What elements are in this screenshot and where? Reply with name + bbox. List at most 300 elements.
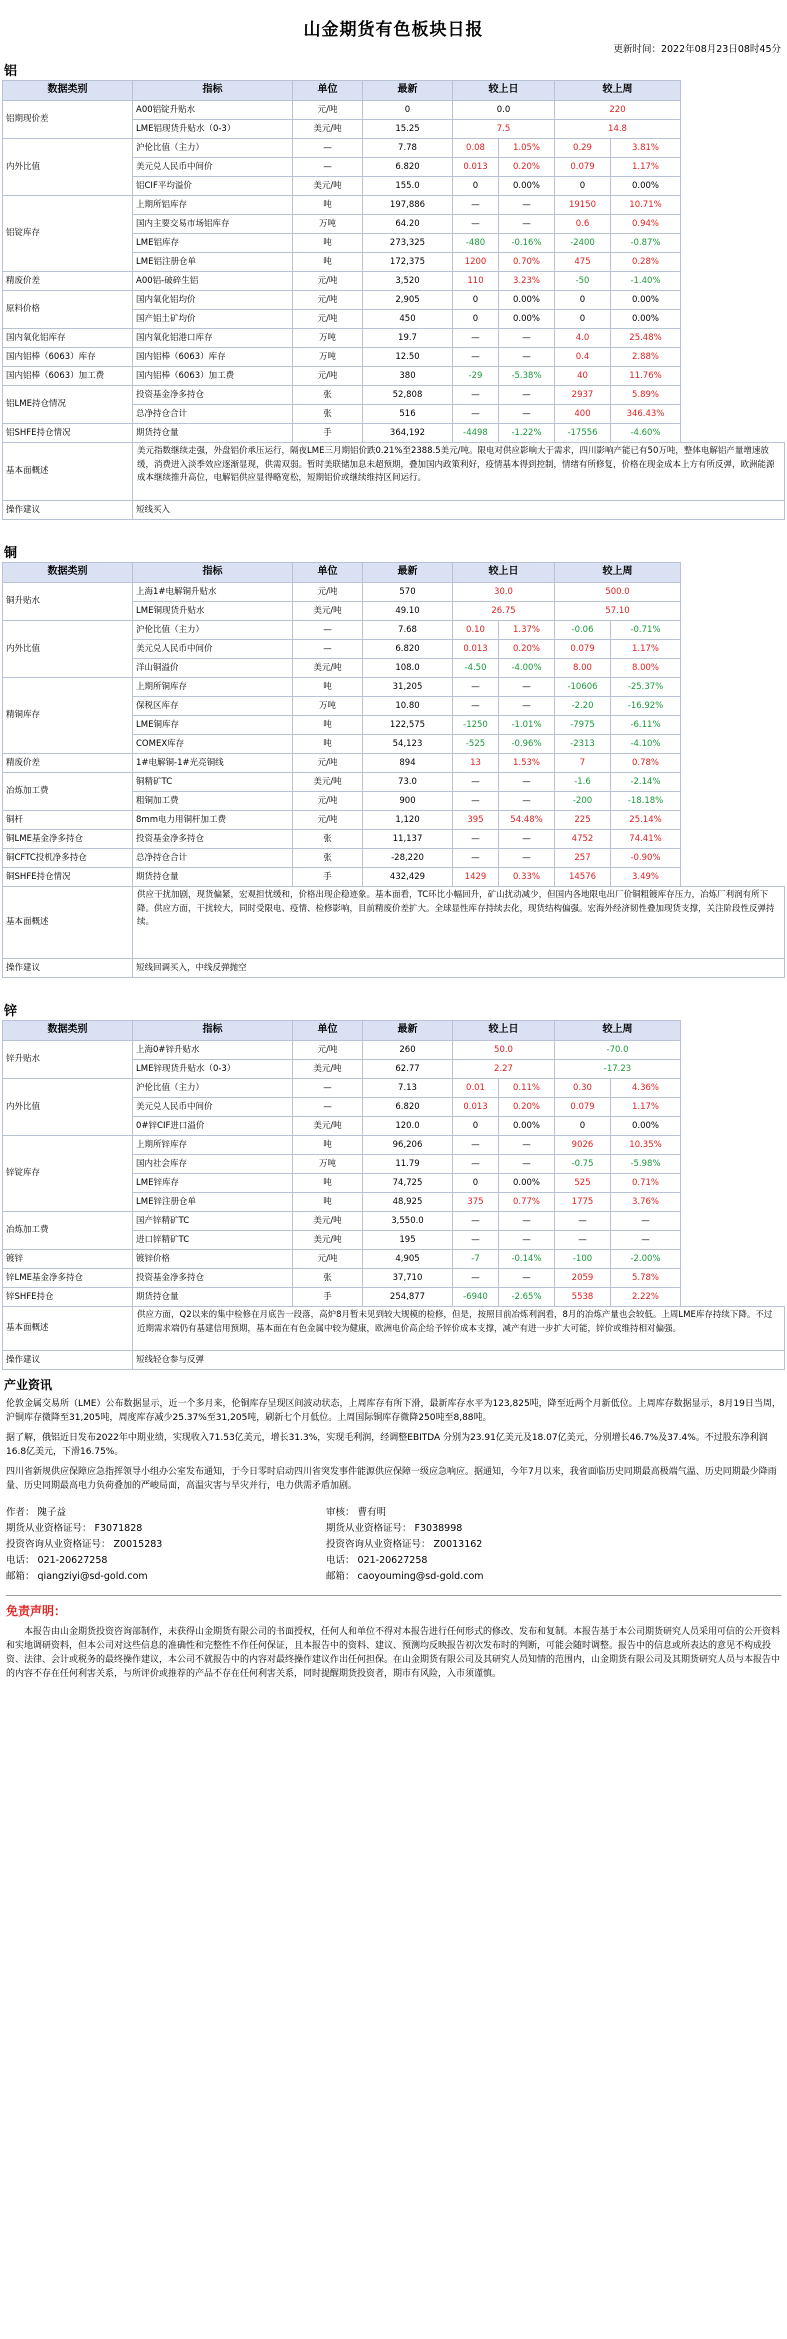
table-row: [3, 868, 785, 887]
day-change-cell: -525: [453, 735, 499, 754]
day-change-pct-cell: 1.53%: [499, 754, 555, 773]
week-change-pct-cell: 3.81%: [611, 139, 681, 158]
unit-cell: 万吨: [293, 215, 363, 234]
basic-overview-row: [3, 1307, 785, 1351]
latest-value-cell: 7.13: [363, 1079, 453, 1098]
category-cell: 铝LME持仓情况: [3, 386, 133, 424]
suggestion-label: 操作建议: [3, 501, 133, 520]
week-change-cell: 14576: [555, 868, 611, 887]
week-change-pct-cell: -18.18%: [611, 792, 681, 811]
latest-value-cell: 894: [363, 754, 453, 773]
week-change-pct-cell: 346.43%: [611, 405, 681, 424]
latest-value-cell: 52,808: [363, 386, 453, 405]
latest-value-cell: 0: [363, 101, 453, 120]
table-row: [3, 291, 785, 310]
reviewer-phone: 电话： 021-20627258: [326, 1555, 428, 1566]
category-cell: 精铜库存: [3, 678, 133, 754]
day-change-pct-cell: 0.11%: [499, 1079, 555, 1098]
day-change-pct-cell: 0.00%: [499, 177, 555, 196]
unit-cell: 张: [293, 405, 363, 424]
basic-overview-label: 基本面概述: [3, 1307, 133, 1351]
week-change-cell: -17.23: [555, 1060, 681, 1079]
day-change-pct-cell: 0.00%: [499, 1117, 555, 1136]
latest-value-cell: 120.0: [363, 1117, 453, 1136]
table-row: [3, 386, 785, 405]
latest-value-cell: 15.25: [363, 120, 453, 139]
week-change-pct-cell: 0.00%: [611, 310, 681, 329]
day-change-cell: -6940: [453, 1288, 499, 1307]
unit-cell: 吨: [293, 1174, 363, 1193]
indicator-cell: LME锌注册仓单: [133, 1193, 293, 1212]
day-change-cell: —: [453, 773, 499, 792]
day-change-pct-cell: 0.00%: [499, 291, 555, 310]
column-header: 数据类别: [3, 81, 133, 101]
day-change-cell: —: [453, 1269, 499, 1288]
day-change-pct-cell: -0.96%: [499, 735, 555, 754]
column-header: 单位: [293, 81, 363, 101]
indicator-cell: A00铝锭升贴水: [133, 101, 293, 120]
column-header: 最新: [363, 81, 453, 101]
indicator-cell: LME铝注册仓单: [133, 253, 293, 272]
column-header: 指标: [133, 81, 293, 101]
table-row: [3, 1136, 785, 1155]
day-change-cell: 0.013: [453, 1098, 499, 1117]
day-change-pct-cell: —: [499, 1231, 555, 1250]
news-paragraph: 据了解，俄铝近日发布2022年中期业绩，实现收入71.53亿美元，增长31.3%，实现毛利润，经调整EBITDA 分别为23.91亿美元及18.07亿美元，分别增长46.7%及37.4%。不过股东净利润16.8亿美元，下滑16.75%。: [6, 1433, 768, 1457]
day-change-pct-cell: 0.33%: [499, 868, 555, 887]
indicator-cell: 上期所锌库存: [133, 1136, 293, 1155]
data-table: [2, 1020, 785, 1370]
latest-value-cell: 172,375: [363, 253, 453, 272]
week-change-pct-cell: -5.98%: [611, 1155, 681, 1174]
divider: [6, 1595, 781, 1596]
day-change-cell: 0.01: [453, 1079, 499, 1098]
unit-cell: 万吨: [293, 329, 363, 348]
category-cell: 铜杆: [3, 811, 133, 830]
week-change-pct-cell: -0.71%: [611, 621, 681, 640]
day-change-cell: —: [453, 215, 499, 234]
week-change-pct-cell: 8.00%: [611, 659, 681, 678]
week-change-cell: 500.0: [555, 583, 681, 602]
indicator-cell: 沪伦比值（主力）: [133, 621, 293, 640]
week-change-pct-cell: -0.90%: [611, 849, 681, 868]
category-cell: 国内铝棒（6063）库存: [3, 348, 133, 367]
unit-cell: —: [293, 158, 363, 177]
day-change-cell: 13: [453, 754, 499, 773]
table-header-row: [3, 81, 785, 101]
table-row: [3, 1041, 785, 1060]
indicator-cell: 国内社会库存: [133, 1155, 293, 1174]
column-header: 较上周: [555, 81, 681, 101]
category-cell: 镀锌: [3, 1250, 133, 1269]
author-consult-license: 投资咨询从业资格证号： Z0015283: [6, 1539, 163, 1550]
day-change-pct-cell: —: [499, 348, 555, 367]
day-change-cell: —: [453, 348, 499, 367]
day-change-pct-cell: -0.14%: [499, 1250, 555, 1269]
latest-value-cell: 3,550.0: [363, 1212, 453, 1231]
week-change-cell: 19150: [555, 196, 611, 215]
week-change-cell: 4.0: [555, 329, 611, 348]
day-change-cell: 0: [453, 291, 499, 310]
week-change-pct-cell: -25.37%: [611, 678, 681, 697]
week-change-pct-cell: 2.88%: [611, 348, 681, 367]
unit-cell: 美元/吨: [293, 602, 363, 621]
week-change-pct-cell: 1.17%: [611, 158, 681, 177]
category-cell: 国内铝棒（6063）加工费: [3, 367, 133, 386]
latest-value-cell: 74,725: [363, 1174, 453, 1193]
week-change-cell: 5538: [555, 1288, 611, 1307]
reviewer-contact: [326, 1505, 646, 1585]
unit-cell: 元/吨: [293, 1250, 363, 1269]
week-change-pct-cell: 0.00%: [611, 1117, 681, 1136]
category-cell: 铝锭库存: [3, 196, 133, 272]
indicator-cell: 沪伦比值（主力）: [133, 1079, 293, 1098]
suggestion-label: 操作建议: [3, 1351, 133, 1370]
day-change-pct-cell: 0.20%: [499, 640, 555, 659]
category-cell: 铜CFTC投机净多持仓: [3, 849, 133, 868]
day-change-cell: —: [453, 1212, 499, 1231]
unit-cell: 手: [293, 868, 363, 887]
day-change-cell: 0: [453, 1174, 499, 1193]
week-change-cell: 400: [555, 405, 611, 424]
day-change-pct-cell: —: [499, 697, 555, 716]
indicator-cell: A00铝-破碎生铝: [133, 272, 293, 291]
day-change-cell: 0.08: [453, 139, 499, 158]
news-paragraph: 四川省新规供应保障应急指挥领导小组办公室发布通知，于今日零时启动四川省突发事件能源供应保障一级应急响应。据通知，今年7月以来，我省面临历史同期最高极端气温、历史同期最少降雨量、历史同期最高电力负荷叠加的严峻局面，高温灾害与旱灾并行，电力供需矛盾加剧。: [6, 1467, 777, 1491]
day-change-pct-cell: 0.20%: [499, 158, 555, 177]
latest-value-cell: 6.820: [363, 1098, 453, 1117]
table-row: [3, 1079, 785, 1098]
day-change-pct-cell: 1.37%: [499, 621, 555, 640]
day-change-cell: -7: [453, 1250, 499, 1269]
unit-cell: —: [293, 1098, 363, 1117]
indicator-cell: COMEX库存: [133, 735, 293, 754]
latest-value-cell: 570: [363, 583, 453, 602]
day-change-cell: 0.013: [453, 640, 499, 659]
week-change-cell: 40: [555, 367, 611, 386]
suggestion-text: 短线回调买入，中线反弹抛空: [133, 959, 785, 978]
indicator-cell: 国内主要交易市场铝库存: [133, 215, 293, 234]
latest-value-cell: 31,205: [363, 678, 453, 697]
category-cell: 精废价差: [3, 754, 133, 773]
week-change-pct-cell: 0.28%: [611, 253, 681, 272]
latest-value-cell: 73.0: [363, 773, 453, 792]
day-change-pct-cell: —: [499, 849, 555, 868]
unit-cell: 吨: [293, 1136, 363, 1155]
column-header: 单位: [293, 563, 363, 583]
basic-overview-text: 美元指数继续走强，外盘铝价承压运行，隔夜LME三月期铝价跌0.21%至2388.5美元/吨。限电对供应影响大于需求，四川影响产能已有50万吨，整体电解铝产量增速放缓，消费进入淡季效应逐渐显现，供需双弱。暂时美联储加息未超预期，叠加国内政策利好，疫情基本得到控制，情绪有所修复，价格在现金成本上方有所反弹，欧洲能源成本继续推升高位，电解铝供应显得略宽松，短期铝价或继续维持区间运行。: [133, 443, 785, 501]
table-row: [3, 1269, 785, 1288]
week-change-pct-cell: -0.87%: [611, 234, 681, 253]
column-header: 单位: [293, 1021, 363, 1041]
day-change-cell: 375: [453, 1193, 499, 1212]
week-change-cell: 7: [555, 754, 611, 773]
day-change-cell: —: [453, 678, 499, 697]
unit-cell: 万吨: [293, 1155, 363, 1174]
unit-cell: 手: [293, 1288, 363, 1307]
indicator-cell: 0#锌CIF进口溢价: [133, 1117, 293, 1136]
column-header: 数据类别: [3, 1021, 133, 1041]
week-change-cell: -7975: [555, 716, 611, 735]
author-phone: 电话： 021-20627258: [6, 1555, 108, 1566]
table-row: [3, 849, 785, 868]
category-cell: 铜LME基金净多持仓: [3, 830, 133, 849]
day-change-cell: 1429: [453, 868, 499, 887]
day-change-pct-cell: 0.70%: [499, 253, 555, 272]
week-change-pct-cell: -1.40%: [611, 272, 681, 291]
week-change-pct-cell: 25.48%: [611, 329, 681, 348]
day-change-cell: -4.50: [453, 659, 499, 678]
day-change-cell: 26.75: [453, 602, 555, 621]
unit-cell: 美元/吨: [293, 659, 363, 678]
day-change-cell: —: [453, 196, 499, 215]
category-cell: 国内氧化铝库存: [3, 329, 133, 348]
indicator-cell: 镀锌价格: [133, 1250, 293, 1269]
table-header-row: [3, 1021, 785, 1041]
news-paragraph: 伦敦金属交易所（LME）公布数据显示，近一个多月来，伦铜库存呈现区间波动状态，上周库存有所下滑，最新库存水平为123,825吨，降至近两个月新低位。上周库存数据显示，8月19日当周，沪铜库存微降至31,205吨，周度库存减少25.37%至31,205吨，刷新七个月低位。上周国际铜库存微降250吨至8,88吨。: [6, 1399, 781, 1423]
latest-value-cell: 10.80: [363, 697, 453, 716]
disclaimer-title: 免责声明：: [6, 1604, 67, 1618]
column-header: 最新: [363, 563, 453, 583]
week-change-cell: -0.75: [555, 1155, 611, 1174]
metal-section: [2, 978, 785, 1370]
unit-cell: 张: [293, 830, 363, 849]
unit-cell: 元/吨: [293, 291, 363, 310]
category-cell: 冶炼加工费: [3, 773, 133, 811]
day-change-cell: -1250: [453, 716, 499, 735]
indicator-cell: LME铝现货升贴水（0-3）: [133, 120, 293, 139]
indicator-cell: LME锌库存: [133, 1174, 293, 1193]
day-change-cell: 0.0: [453, 101, 555, 120]
indicator-cell: 上海1#电解铜升贴水: [133, 583, 293, 602]
latest-value-cell: 48,925: [363, 1193, 453, 1212]
latest-value-cell: 195: [363, 1231, 453, 1250]
indicator-cell: 上期所铝库存: [133, 196, 293, 215]
category-cell: 内外比值: [3, 1079, 133, 1136]
data-table: [2, 562, 785, 978]
reviewer-license: 期货从业资格证号： F3038998: [326, 1523, 463, 1534]
suggestion-row: [3, 501, 785, 520]
basic-overview-row: [3, 887, 785, 959]
week-change-cell: 14.8: [555, 120, 681, 139]
table-row: [3, 621, 785, 640]
indicator-cell: 铝CIF平均溢价: [133, 177, 293, 196]
week-change-pct-cell: 5.89%: [611, 386, 681, 405]
day-change-cell: 7.5: [453, 120, 555, 139]
day-change-cell: —: [453, 405, 499, 424]
latest-value-cell: 450: [363, 310, 453, 329]
indicator-cell: 投资基金净多持仓: [133, 830, 293, 849]
suggestion-text: 短线买入: [133, 501, 785, 520]
day-change-pct-cell: —: [499, 773, 555, 792]
basic-overview-label: 基本面概述: [3, 887, 133, 959]
day-change-cell: 0: [453, 310, 499, 329]
week-change-cell: 0.079: [555, 1098, 611, 1117]
unit-cell: 张: [293, 849, 363, 868]
indicator-cell: 期货持仓量: [133, 868, 293, 887]
week-change-cell: 0.079: [555, 640, 611, 659]
category-cell: 铝SHFE持仓情况: [3, 424, 133, 443]
week-change-cell: 0.30: [555, 1079, 611, 1098]
category-cell: 铜升贴水: [3, 583, 133, 621]
table-row: [3, 367, 785, 386]
week-change-pct-cell: -4.60%: [611, 424, 681, 443]
week-change-pct-cell: 5.78%: [611, 1269, 681, 1288]
day-change-cell: —: [453, 830, 499, 849]
section-gap: [2, 978, 785, 1000]
category-cell: 精废价差: [3, 272, 133, 291]
week-change-pct-cell: 3.76%: [611, 1193, 681, 1212]
unit-cell: 元/吨: [293, 811, 363, 830]
table-row: [3, 348, 785, 367]
day-change-pct-cell: -1.01%: [499, 716, 555, 735]
latest-value-cell: 96,206: [363, 1136, 453, 1155]
column-header: 指标: [133, 563, 293, 583]
unit-cell: 美元/吨: [293, 1231, 363, 1250]
week-change-pct-cell: 1.17%: [611, 640, 681, 659]
latest-value-cell: -28,220: [363, 849, 453, 868]
suggestion-text: 短线轻仓参与反弹: [133, 1351, 785, 1370]
day-change-cell: 30.0: [453, 583, 555, 602]
week-change-pct-cell: 0.00%: [611, 177, 681, 196]
reviewer-name: 审核： 曹有明: [326, 1507, 387, 1518]
day-change-cell: 110: [453, 272, 499, 291]
category-cell: 锌SHFE持仓: [3, 1288, 133, 1307]
unit-cell: 吨: [293, 735, 363, 754]
section-label: 锌: [4, 1004, 18, 1019]
unit-cell: —: [293, 621, 363, 640]
day-change-cell: -29: [453, 367, 499, 386]
basic-overview-text: 供应干扰加剧，现货偏紧，宏观担忧缓和，价格出现企稳迹象。基本面看，TC环比小幅回升，矿山扰动减少，但国内各地限电出厂价铜粗镀库存压力，冶炼厂利润有所下降。供应方面，干扰较大，同时受限电、疫情、检修影响，目前精废价差扩大。全球显性库存持续去化，现货结构偏强。宏海外经济韧性叠加现货支撑，关注阶段性反弹持续。: [133, 887, 785, 959]
indicator-cell: 洋山铜溢价: [133, 659, 293, 678]
latest-value-cell: 364,192: [363, 424, 453, 443]
unit-cell: 美元/吨: [293, 773, 363, 792]
day-change-cell: 50.0: [453, 1041, 555, 1060]
latest-value-cell: 380: [363, 367, 453, 386]
suggestion-row: [3, 959, 785, 978]
day-change-pct-cell: —: [499, 792, 555, 811]
week-change-cell: -2400: [555, 234, 611, 253]
day-change-cell: 0: [453, 1117, 499, 1136]
unit-cell: 元/吨: [293, 101, 363, 120]
suggestion-row: [3, 1351, 785, 1370]
reviewer-consult-license: 投资咨询从业资格证号： Z0013162: [326, 1539, 483, 1550]
column-header: 较上周: [555, 563, 681, 583]
week-change-cell: -0.06: [555, 621, 611, 640]
table-row: [3, 1212, 785, 1231]
week-change-pct-cell: 25.14%: [611, 811, 681, 830]
category-cell: 锌升贴水: [3, 1041, 133, 1079]
unit-cell: 张: [293, 386, 363, 405]
latest-value-cell: 3,520: [363, 272, 453, 291]
latest-value-cell: 6.820: [363, 640, 453, 659]
week-change-cell: 225: [555, 811, 611, 830]
table-header-row: [3, 563, 785, 583]
latest-value-cell: 155.0: [363, 177, 453, 196]
category-cell: 锌锭库存: [3, 1136, 133, 1212]
week-change-cell: 475: [555, 253, 611, 272]
latest-value-cell: 49.10: [363, 602, 453, 621]
indicator-cell: 美元兑人民币中间价: [133, 158, 293, 177]
day-change-pct-cell: —: [499, 830, 555, 849]
category-cell: 内外比值: [3, 139, 133, 196]
indicator-cell: LME铜现货升贴水: [133, 602, 293, 621]
unit-cell: 元/吨: [293, 310, 363, 329]
indicator-cell: 上海0#锌升贴水: [133, 1041, 293, 1060]
week-change-pct-cell: 0.00%: [611, 291, 681, 310]
week-change-cell: 525: [555, 1174, 611, 1193]
indicator-cell: 国内氧化铝港口库存: [133, 329, 293, 348]
day-change-cell: 0.013: [453, 158, 499, 177]
indicator-cell: 投资基金净多持仓: [133, 1269, 293, 1288]
week-change-pct-cell: 0.71%: [611, 1174, 681, 1193]
column-header: 较上日: [453, 563, 555, 583]
unit-cell: 吨: [293, 1193, 363, 1212]
unit-cell: 手: [293, 424, 363, 443]
indicator-cell: 期货持仓量: [133, 424, 293, 443]
basic-overview-label: 基本面概述: [3, 443, 133, 501]
day-change-pct-cell: —: [499, 215, 555, 234]
day-change-pct-cell: —: [499, 1212, 555, 1231]
table-row: [3, 272, 785, 291]
industry-news: [2, 1376, 785, 1499]
column-header: 较上周: [555, 1021, 681, 1041]
latest-value-cell: 64.20: [363, 215, 453, 234]
latest-value-cell: 254,877: [363, 1288, 453, 1307]
indicator-cell: 保税区库存: [133, 697, 293, 716]
week-change-cell: 0.4: [555, 348, 611, 367]
unit-cell: 元/吨: [293, 754, 363, 773]
indicator-cell: 国产锌精矿TC: [133, 1212, 293, 1231]
week-change-cell: 0: [555, 291, 611, 310]
author-license: 期货从业资格证号： F3071828: [6, 1523, 143, 1534]
day-change-pct-cell: —: [499, 678, 555, 697]
week-change-pct-cell: 11.76%: [611, 367, 681, 386]
column-header: 较上日: [453, 1021, 555, 1041]
indicator-cell: 国产铝土矿均价: [133, 310, 293, 329]
week-change-cell: -1.6: [555, 773, 611, 792]
basic-overview-text: 供应方面，Q2以来的集中检修在月底告一段落，高炉8月暂未见到较大规模的检修，但是，按照目前冶炼利润看，8月的冶炼产量也会较低。上周LME库存持续下降。不过近期需求端仍有基建信用预期，基本面在有色金属中较为健康，欧洲电价高企给予锌价成本支撑，减产有进一步扩大可能，锌价或维持相对偏强。: [133, 1307, 785, 1351]
week-change-cell: -100: [555, 1250, 611, 1269]
week-change-pct-cell: 3.49%: [611, 868, 681, 887]
week-change-pct-cell: 74.41%: [611, 830, 681, 849]
sections-container: [2, 60, 785, 1370]
table-row: [3, 678, 785, 697]
column-header: 指标: [133, 1021, 293, 1041]
column-header: 数据类别: [3, 563, 133, 583]
unit-cell: 吨: [293, 678, 363, 697]
category-cell: 铝期现价差: [3, 101, 133, 139]
table-row: [3, 139, 785, 158]
week-change-cell: -200: [555, 792, 611, 811]
unit-cell: —: [293, 640, 363, 659]
category-cell: 铜SHFE持仓情况: [3, 868, 133, 887]
week-change-cell: —: [555, 1212, 611, 1231]
indicator-cell: 上期所铜库存: [133, 678, 293, 697]
week-change-pct-cell: —: [611, 1231, 681, 1250]
day-change-cell: 2.27: [453, 1060, 555, 1079]
day-change-pct-cell: —: [499, 1136, 555, 1155]
section-gap: [2, 520, 785, 542]
week-change-cell: 0.6: [555, 215, 611, 234]
table-row: [3, 329, 785, 348]
report-title: 山金期货有色板块日报: [303, 20, 484, 40]
indicator-cell: 铜精矿TC: [133, 773, 293, 792]
author-email: 邮箱： qiangziyi@sd-gold.com: [6, 1571, 148, 1582]
table-row: [3, 1250, 785, 1269]
indicator-cell: 期货持仓量: [133, 1288, 293, 1307]
week-change-cell: 0: [555, 1117, 611, 1136]
